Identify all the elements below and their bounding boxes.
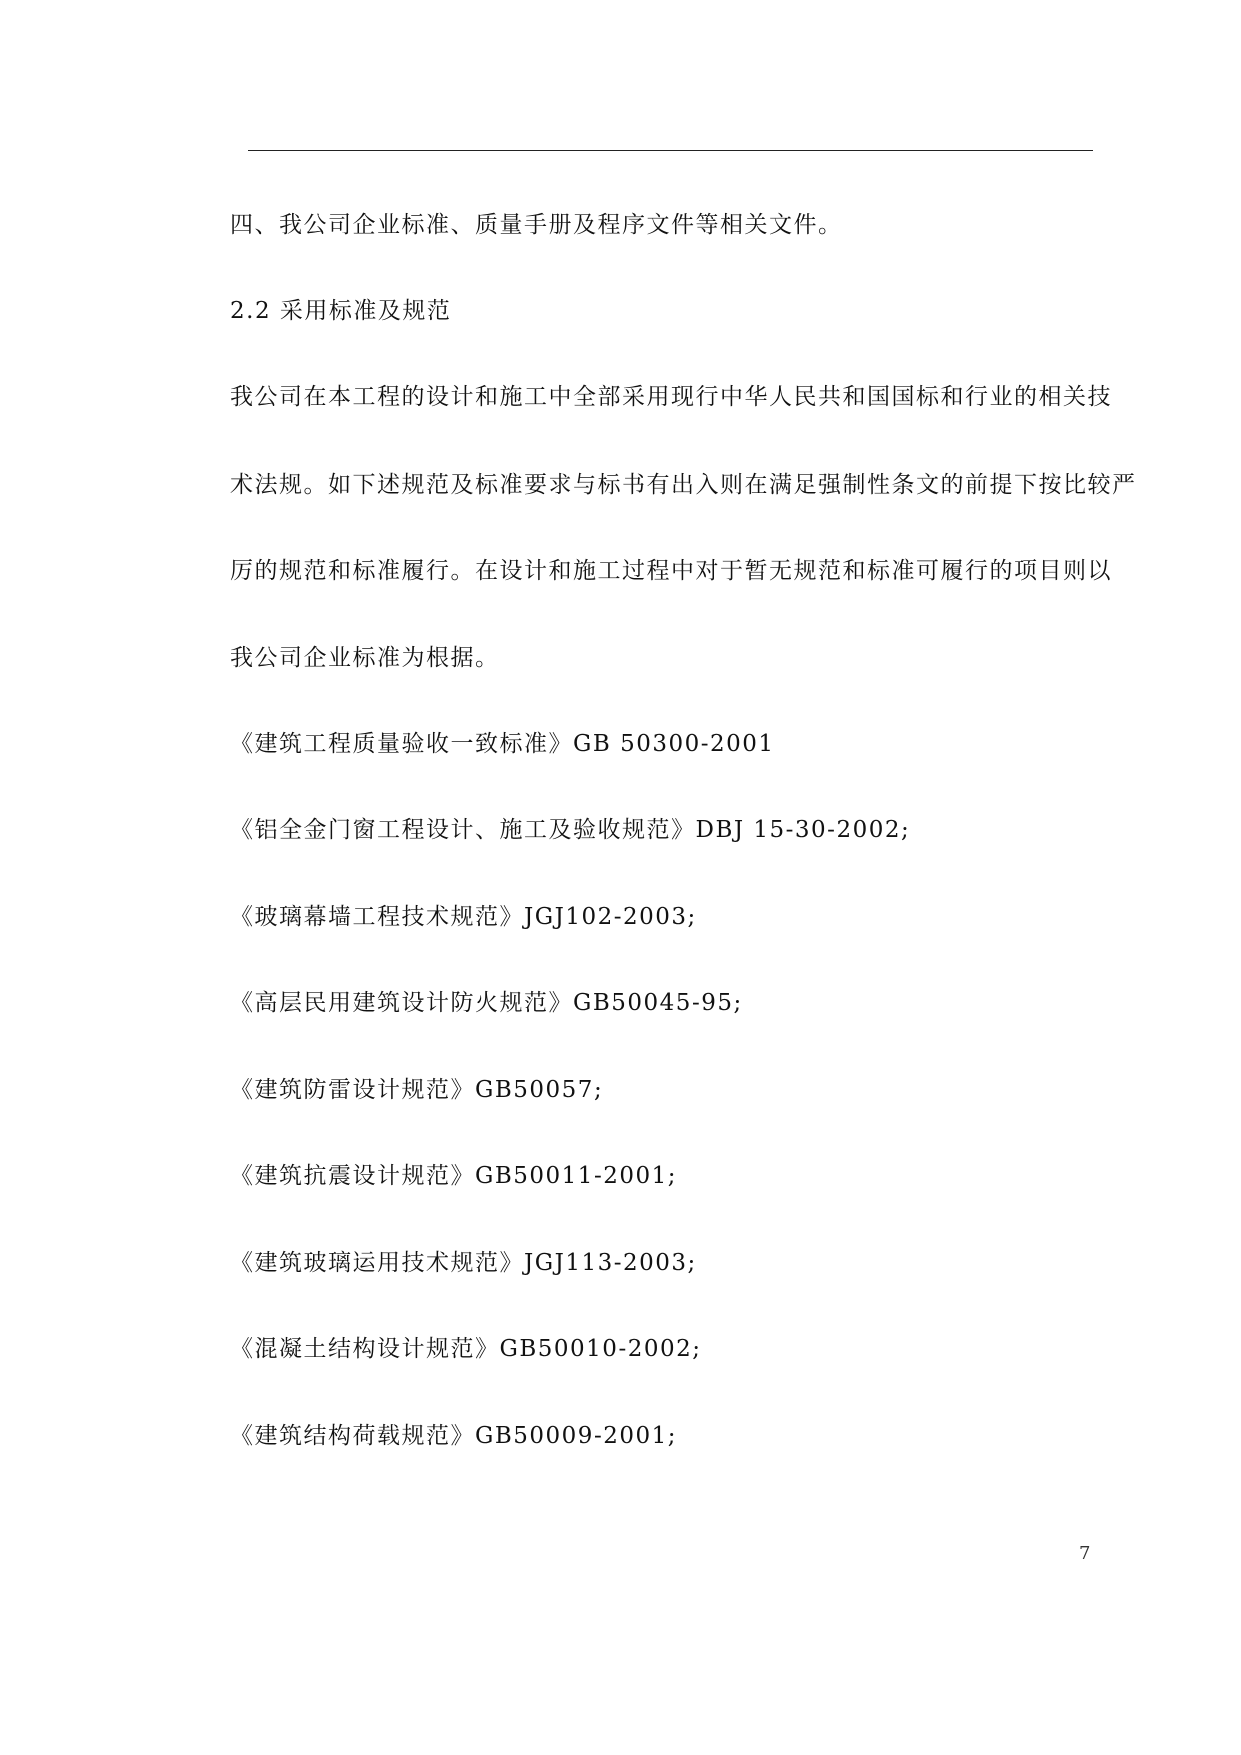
paragraph-line: 我公司在本工程的设计和施工中全部采用现行中华人民共和国国标和行业的相关技 bbox=[230, 384, 1112, 410]
section-heading: 2.2 采用标准及规范 bbox=[230, 298, 452, 324]
standard-item: 《建筑抗震设计规范》GB50011-2001; bbox=[230, 1163, 677, 1189]
paragraph-line: 术法规。如下述规范及标准要求与标书有出入则在满足强制性条文的前提下按比较严 bbox=[230, 472, 1137, 498]
page-number: 7 bbox=[1079, 1543, 1091, 1564]
standard-item: 《建筑工程质量验收一致标准》GB 50300-2001 bbox=[230, 731, 775, 757]
standard-item: 《玻璃幕墙工程技术规范》JGJ102-2003; bbox=[230, 904, 697, 930]
header-rule bbox=[248, 150, 1093, 151]
standard-item: 《铝全金门窗工程设计、施工及验收规范》DBJ 15-30-2002; bbox=[230, 817, 911, 843]
paragraph-line: 厉的规范和标准履行。在设计和施工过程中对于暂无规范和标准可履行的项目则以 bbox=[230, 558, 1112, 584]
standard-item: 《建筑玻璃运用技术规范》JGJ113-2003; bbox=[230, 1250, 697, 1276]
standard-item: 《建筑防雷设计规范》GB50057; bbox=[230, 1077, 604, 1103]
standard-item: 《建筑结构荷载规范》GB50009-2001; bbox=[230, 1423, 677, 1449]
standard-item: 《混凝土结构设计规范》GB50010-2002; bbox=[230, 1336, 702, 1362]
paragraph-line: 我公司企业标准为根据。 bbox=[230, 645, 500, 671]
list-item-four: 四、我公司企业标准、质量手册及程序文件等相关文件。 bbox=[230, 212, 843, 238]
standard-item: 《高层民用建筑设计防火规范》GB50045-95; bbox=[230, 990, 743, 1016]
